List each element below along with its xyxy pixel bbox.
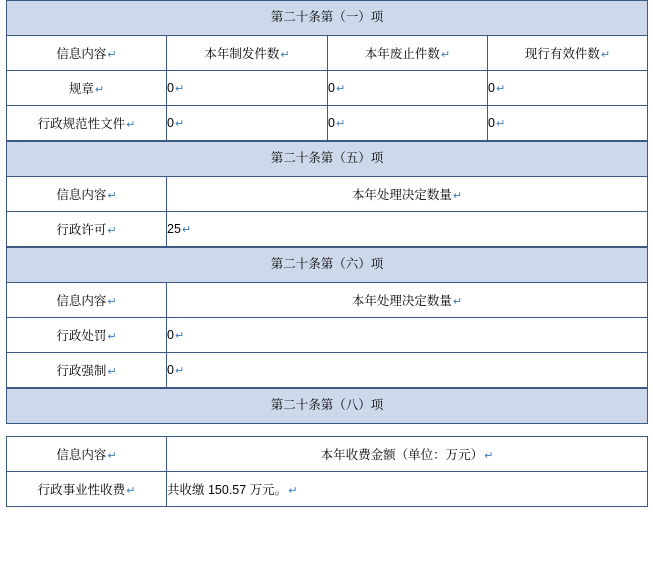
section-title-row	[7, 389, 648, 424]
section-title-row	[7, 142, 648, 177]
column-header-decisions-count: 本年处理决定数量↵	[167, 283, 648, 318]
pilcrow-icon: ↵	[440, 49, 451, 61]
pilcrow-icon: ↵	[107, 190, 117, 202]
cell-value: 25↵	[167, 212, 648, 247]
pilcrow-icon: ↵	[107, 366, 117, 378]
pilcrow-icon: ↵	[107, 49, 117, 61]
column-header-info-content: 信息内容↵	[7, 283, 167, 318]
section-title-cell	[7, 142, 648, 177]
row-label-admin-coercion: 行政强制↵	[7, 353, 167, 388]
row-label-regulations: 规章↵	[7, 71, 167, 106]
pilcrow-icon: ↵	[107, 296, 117, 308]
pilcrow-icon: ↵	[335, 83, 346, 95]
column-header-abolished-count: 本年废止件数↵	[328, 36, 488, 71]
pilcrow-icon: ↵	[280, 49, 290, 61]
pilcrow-icon: ↵	[288, 485, 298, 497]
pilcrow-icon: ↵	[495, 83, 506, 95]
cell-value: 0↵	[167, 353, 648, 388]
pilcrow-icon: ↵	[107, 331, 117, 343]
cell-value: 0↵	[328, 106, 488, 141]
table-row	[7, 472, 648, 507]
pilcrow-icon: ↵	[484, 450, 494, 462]
table-section-4-title	[6, 388, 648, 424]
pilcrow-icon: ↵	[452, 190, 463, 202]
row-label-admin-fees: 行政事业性收费↵	[7, 472, 167, 507]
column-header-decisions-count: 本年处理决定数量↵	[167, 177, 648, 212]
column-header-info-content: 信息内容↵	[7, 437, 167, 472]
pilcrow-icon: ↵	[174, 330, 185, 342]
section-title-text: 第二十条第（八）项	[270, 398, 384, 413]
cell-value: 0↵	[167, 106, 328, 141]
cell-value: 0↵	[167, 71, 328, 106]
pilcrow-icon: ↵	[495, 118, 506, 130]
section-spacer	[0, 424, 653, 436]
pilcrow-icon: ↵	[181, 224, 192, 236]
pilcrow-icon: ↵	[94, 84, 105, 96]
column-header-info-content: 信息内容↵	[7, 177, 167, 212]
section-title-text: 第二十条第（五）项	[270, 151, 384, 166]
section-title-cell	[7, 389, 648, 424]
cell-value: 0↵	[488, 106, 648, 141]
table-section-4	[6, 436, 648, 507]
table-row	[7, 212, 648, 247]
table-header-row	[7, 283, 648, 318]
column-header-fee-amount: 本年收费金额（单位：万元）↵	[167, 437, 648, 472]
cell-value: 0↵	[328, 71, 488, 106]
section-title-cell	[7, 1, 648, 36]
row-label-admin-license: 行政许可↵	[7, 212, 167, 247]
section-title-text: 第二十条第（六）项	[270, 257, 384, 272]
column-header-effective-count: 现行有效件数↵	[488, 36, 648, 71]
row-label-normative-docs: 行政规范性文件↵	[7, 106, 167, 141]
cell-value: 0↵	[488, 71, 648, 106]
column-header-issued-count: 本年制发件数↵	[167, 36, 328, 71]
section-title-row	[7, 248, 648, 283]
pilcrow-icon: ↵	[335, 118, 346, 130]
pilcrow-icon: ↵	[107, 450, 117, 462]
table-header-row	[7, 177, 648, 212]
cell-value: 0↵	[167, 318, 648, 353]
table-header-row	[7, 437, 648, 472]
pilcrow-icon: ↵	[600, 49, 611, 61]
table-row	[7, 353, 648, 388]
section-title-text: 第二十条第（一）项	[270, 10, 384, 25]
row-label-admin-penalty: 行政处罚↵	[7, 318, 167, 353]
pilcrow-icon: ↵	[452, 296, 463, 308]
table-row	[7, 318, 648, 353]
table-section-1	[6, 0, 648, 141]
pilcrow-icon: ↵	[126, 119, 136, 131]
table-header-row	[7, 36, 648, 71]
column-header-info-content: 信息内容↵	[7, 36, 167, 71]
pilcrow-icon: ↵	[174, 118, 185, 130]
cell-value: 共收缴 150.57 万元。↵	[167, 472, 648, 507]
table-row	[7, 106, 648, 141]
table-row	[7, 71, 648, 106]
section-title-cell	[7, 248, 648, 283]
pilcrow-icon: ↵	[174, 365, 185, 377]
table-section-3	[6, 247, 648, 388]
pilcrow-icon: ↵	[174, 83, 185, 95]
section-title-row	[7, 1, 648, 36]
table-section-2	[6, 141, 648, 247]
pilcrow-icon: ↵	[107, 225, 117, 237]
pilcrow-icon: ↵	[126, 485, 136, 497]
